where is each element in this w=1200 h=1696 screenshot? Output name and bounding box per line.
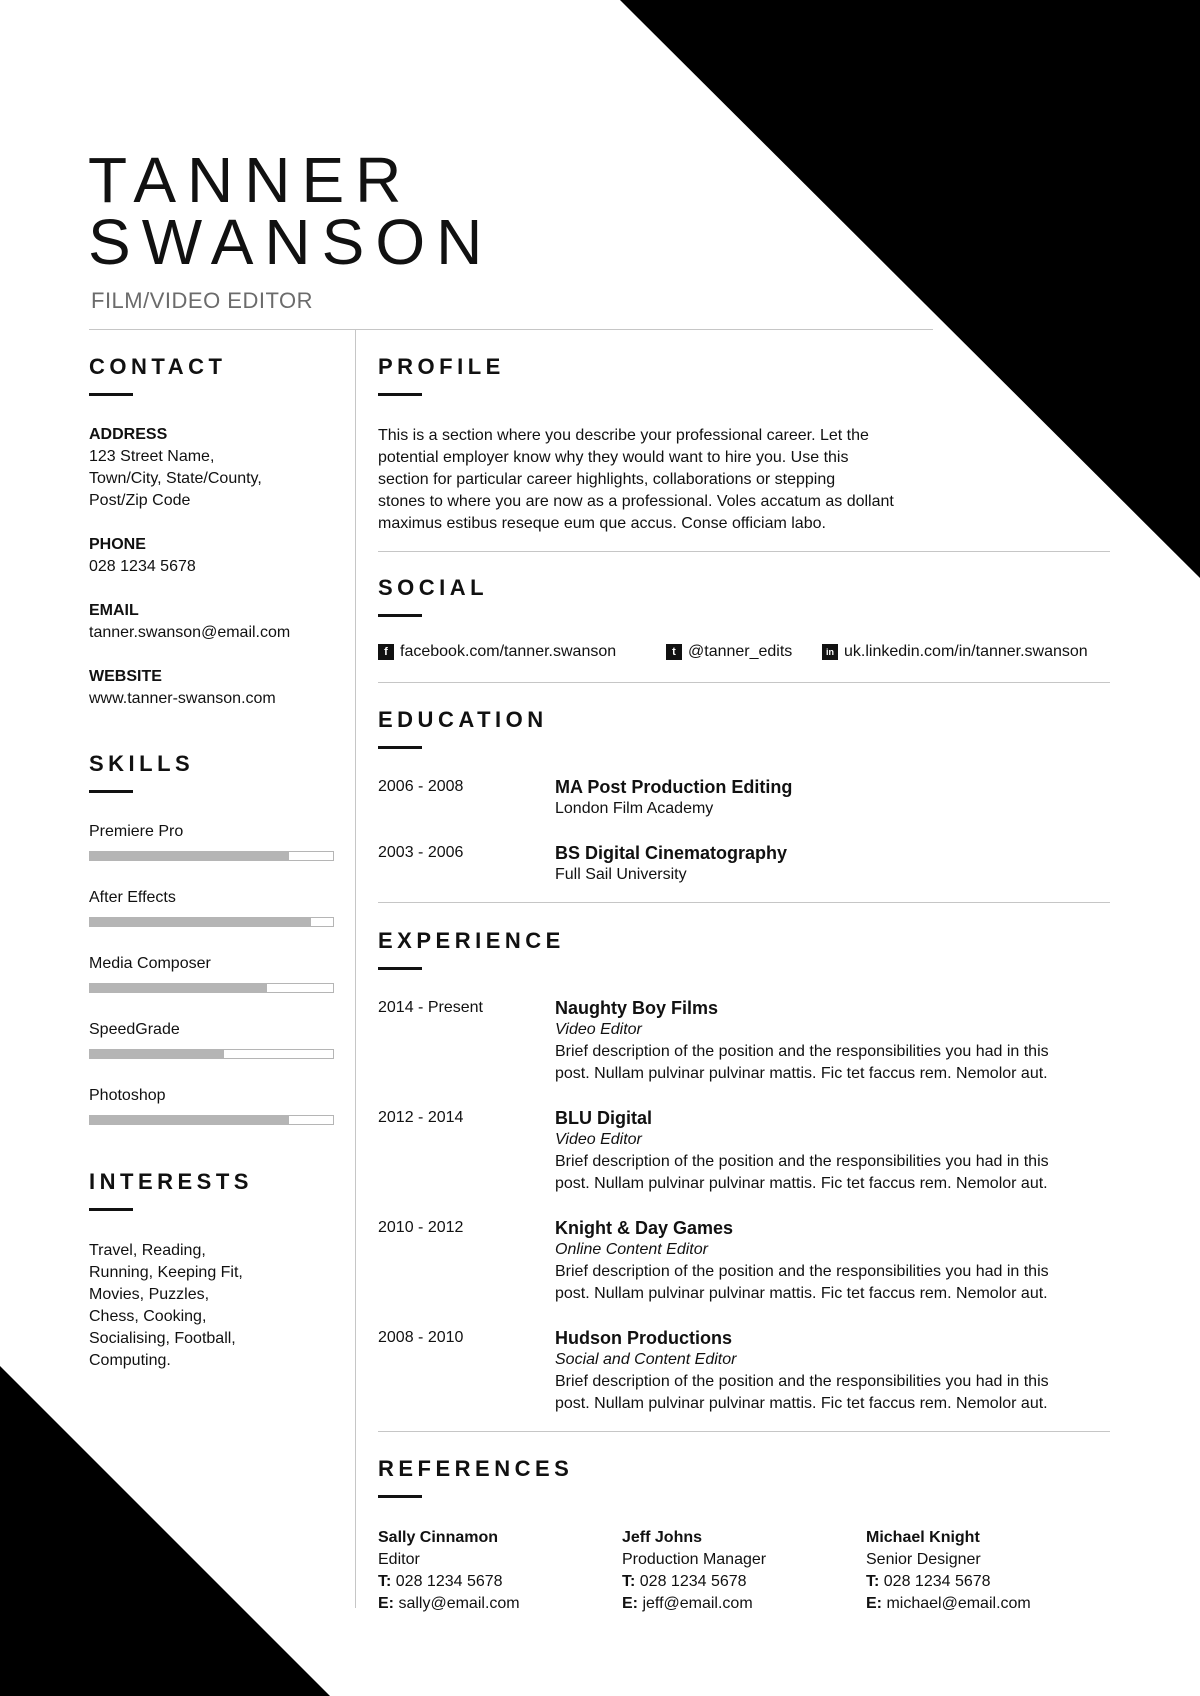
- interest-line: Travel, Reading,: [89, 1242, 206, 1259]
- first-name: TANNER: [88, 144, 413, 216]
- education-dates: 2003 - 2006: [378, 844, 464, 861]
- social-divider: [378, 682, 1110, 683]
- experience-entry: [555, 997, 1095, 1085]
- skill-item: [89, 1020, 334, 1059]
- reference-name: Jeff Johns: [622, 1529, 703, 1546]
- twitter-icon: t: [666, 644, 682, 660]
- skill-bar: [89, 1049, 334, 1059]
- job-description-line: post. Nullam pulvinar pulvinar mattis. Fic tet faccus rem. Nemolor aut.: [555, 1175, 1048, 1192]
- interest-line: Computing.: [89, 1352, 171, 1369]
- degree-title: MA Post Production Editing: [555, 777, 793, 797]
- skill-bar: [89, 851, 334, 861]
- company-name: Hudson Productions: [555, 1328, 732, 1348]
- email-value[interactable]: tanner.swanson@email.com: [89, 624, 291, 641]
- education-heading-bar: [378, 746, 422, 749]
- skill-bar-fill: [90, 918, 311, 926]
- reference-name: Sally Cinnamon: [378, 1529, 499, 1546]
- phone-prefix: T:: [378, 1573, 392, 1590]
- interest-line: Movies, Puzzles,: [89, 1286, 210, 1303]
- skill-item: [89, 954, 334, 993]
- job-role: Video Editor: [555, 1131, 642, 1148]
- reference-phone-value: 028 1234 5678: [883, 1573, 991, 1590]
- profile-heading: PROFILE: [378, 354, 505, 379]
- linkedin-icon: in: [822, 644, 838, 660]
- interests-heading: INTERESTS: [89, 1169, 253, 1194]
- profile-divider: [378, 551, 1110, 552]
- skill-item: [89, 1086, 334, 1125]
- job-description-line: Brief description of the position and the responsibilities you had in this: [555, 1043, 1049, 1060]
- profile-line: stones to where you are now as a professional. Voles accatum as dollant: [378, 493, 894, 510]
- reference-card: [866, 1527, 1096, 1615]
- experience-dates: 2012 - 2014: [378, 1109, 464, 1126]
- skill-name: After Effects: [89, 889, 176, 906]
- job-role: Online Content Editor: [555, 1241, 708, 1258]
- skill-bar: [89, 983, 334, 993]
- skill-bar-fill: [90, 1050, 224, 1058]
- column-divider: [355, 330, 356, 1608]
- skill-name: Media Composer: [89, 955, 211, 972]
- address-label: ADDRESS: [89, 426, 168, 443]
- job-title: FILM/VIDEO EDITOR: [91, 288, 314, 313]
- reference-role: Production Manager: [622, 1551, 767, 1568]
- skill-bar-fill: [90, 852, 289, 860]
- skill-name: SpeedGrade: [89, 1021, 180, 1038]
- interests-heading-bar: [89, 1208, 133, 1211]
- email-label: EMAIL: [89, 602, 139, 619]
- contact-website: [89, 666, 276, 710]
- reference-email-value[interactable]: sally@email.com: [398, 1595, 520, 1612]
- profile-line: maximus estibus reseque eum que accus. Conse officiam labo.: [378, 515, 826, 532]
- job-description-line: post. Nullam pulvinar pulvinar mattis. Fic tet faccus rem. Nemolor aut.: [555, 1285, 1048, 1302]
- contact-heading: CONTACT: [89, 354, 227, 379]
- skill-bar-fill: [90, 984, 267, 992]
- skills-heading: SKILLS: [89, 751, 195, 776]
- experience-heading-bar: [378, 967, 422, 970]
- contact-phone: [89, 534, 196, 578]
- phone-value: 028 1234 5678: [89, 558, 196, 575]
- address-line: 123 Street Name,: [89, 448, 215, 465]
- address-line: Post/Zip Code: [89, 492, 191, 509]
- profile-line: This is a section where you describe your professional career. Let the: [378, 427, 869, 444]
- social-heading: SOCIAL: [378, 575, 489, 600]
- skill-item: [89, 888, 334, 927]
- education-heading: EDUCATION: [378, 707, 548, 732]
- email-prefix: E:: [622, 1595, 638, 1612]
- reference-phone: [622, 1571, 852, 1593]
- school-name: London Film Academy: [555, 800, 714, 817]
- interests-list: [89, 1240, 243, 1372]
- profile-text: [378, 425, 938, 535]
- contact-email: [89, 600, 290, 644]
- contact-address: [89, 424, 262, 512]
- references-heading: REFERENCES: [378, 1456, 574, 1481]
- skill-name: Photoshop: [89, 1087, 166, 1104]
- reference-phone: [378, 1571, 608, 1593]
- social-facebook[interactable]: [378, 643, 616, 661]
- job-role: Social and Content Editor: [555, 1351, 737, 1368]
- email-prefix: E:: [378, 1595, 394, 1612]
- references-heading-bar: [378, 1495, 422, 1498]
- facebook-link[interactable]: facebook.com/tanner.swanson: [400, 643, 617, 660]
- reference-email: [622, 1593, 852, 1615]
- reference-email: [378, 1593, 608, 1615]
- experience-dates: 2010 - 2012: [378, 1219, 464, 1236]
- education-entry: [555, 842, 1095, 886]
- education-entry: [555, 776, 1095, 820]
- reference-email-value[interactable]: michael@email.com: [886, 1595, 1031, 1612]
- reference-email-value[interactable]: jeff@email.com: [642, 1595, 753, 1612]
- company-name: Naughty Boy Films: [555, 998, 719, 1018]
- linkedin-link[interactable]: uk.linkedin.com/in/tanner.swanson: [844, 643, 1088, 660]
- social-twitter[interactable]: [666, 643, 792, 661]
- reference-role: Editor: [378, 1551, 420, 1568]
- profile-line: section for particular career highlights, collaborations or stepping: [378, 471, 836, 488]
- contact-heading-bar: [89, 393, 133, 396]
- skills-heading-bar: [89, 790, 133, 793]
- experience-heading: EXPERIENCE: [378, 928, 565, 953]
- education-divider: [378, 902, 1110, 903]
- header-divider: [89, 329, 933, 330]
- interest-line: Running, Keeping Fit,: [89, 1264, 243, 1281]
- interest-line: Socialising, Football,: [89, 1330, 236, 1347]
- company-name: BLU Digital: [555, 1108, 652, 1128]
- job-description-line: post. Nullam pulvinar pulvinar mattis. Fic tet faccus rem. Nemolor aut.: [555, 1065, 1048, 1082]
- profile-line: potential employer know why they would want to hire you. Use this: [378, 449, 849, 466]
- experience-entry: [555, 1327, 1095, 1415]
- social-heading-bar: [378, 614, 422, 617]
- reference-phone-value: 028 1234 5678: [395, 1573, 503, 1590]
- skill-bar: [89, 917, 334, 927]
- school-name: Full Sail University: [555, 866, 687, 883]
- phone-prefix: T:: [622, 1573, 636, 1590]
- website-label: WEBSITE: [89, 668, 162, 685]
- job-description-line: post. Nullam pulvinar pulvinar mattis. Fic tet faccus rem. Nemolor aut.: [555, 1395, 1048, 1412]
- twitter-link[interactable]: @tanner_edits: [688, 643, 793, 660]
- interest-line: Chess, Cooking,: [89, 1308, 207, 1325]
- address-line: Town/City, State/County,: [89, 470, 262, 487]
- reference-email: [866, 1593, 1096, 1615]
- phone-label: PHONE: [89, 536, 146, 553]
- experience-dates: 2008 - 2010: [378, 1329, 464, 1346]
- skill-name: Premiere Pro: [89, 823, 184, 840]
- experience-entry: [555, 1217, 1095, 1305]
- job-description-line: Brief description of the position and the responsibilities you had in this: [555, 1153, 1049, 1170]
- company-name: Knight & Day Games: [555, 1218, 734, 1238]
- experience-dates: 2014 - Present: [378, 999, 483, 1016]
- skill-item: [89, 822, 334, 861]
- last-name: SWANSON: [88, 206, 494, 278]
- reference-name: Michael Knight: [866, 1529, 980, 1546]
- reference-card: [622, 1527, 852, 1615]
- reference-phone-value: 028 1234 5678: [639, 1573, 747, 1590]
- skill-bar: [89, 1115, 334, 1125]
- reference-phone: [866, 1571, 1096, 1593]
- job-role: Video Editor: [555, 1021, 642, 1038]
- experience-entry: [555, 1107, 1095, 1195]
- job-description-line: Brief description of the position and the responsibilities you had in this: [555, 1373, 1049, 1390]
- bottom-left-black-triangle: [0, 1366, 330, 1696]
- skill-bar-fill: [90, 1116, 289, 1124]
- job-description-line: Brief description of the position and the responsibilities you had in this: [555, 1263, 1049, 1280]
- facebook-icon: f: [378, 644, 394, 660]
- website-value[interactable]: www.tanner-swanson.com: [89, 690, 276, 707]
- degree-title: BS Digital Cinematography: [555, 843, 788, 863]
- experience-divider: [378, 1431, 1110, 1432]
- profile-heading-bar: [378, 393, 422, 396]
- email-prefix: E:: [866, 1595, 882, 1612]
- phone-prefix: T:: [866, 1573, 880, 1590]
- reference-role: Senior Designer: [866, 1551, 981, 1568]
- education-dates: 2006 - 2008: [378, 778, 464, 795]
- reference-card: [378, 1527, 608, 1615]
- social-linkedin[interactable]: [822, 643, 1088, 661]
